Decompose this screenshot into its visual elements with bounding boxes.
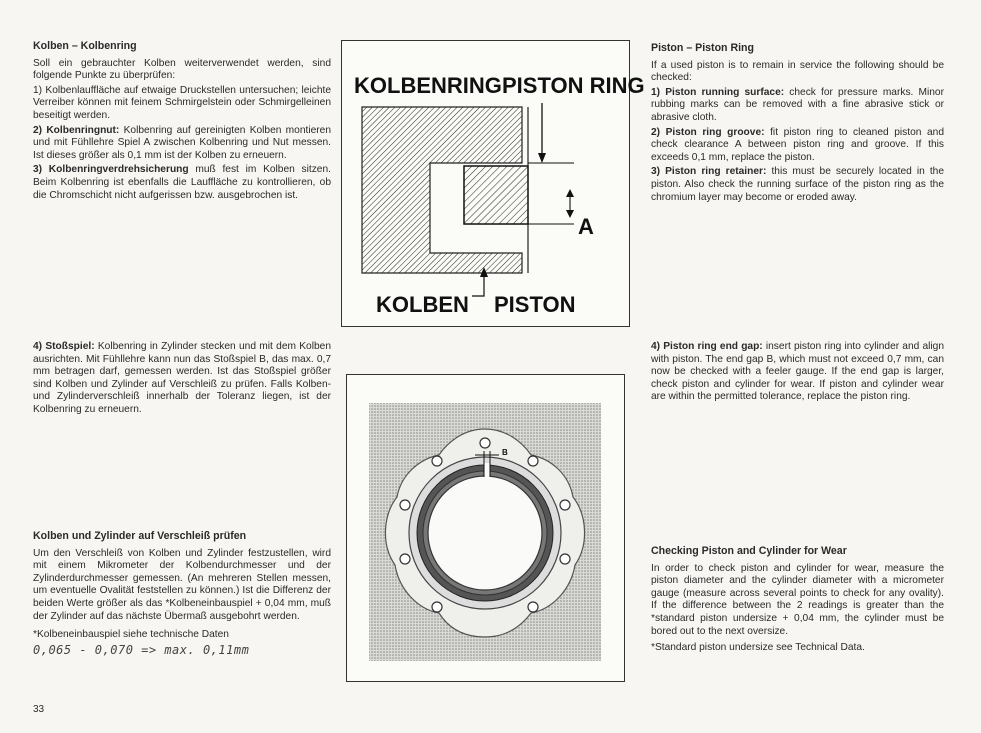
piston-ring-section (464, 166, 528, 224)
left-section-piston-ring (33, 40, 331, 204)
label-piston: PISTON (494, 292, 576, 317)
footnote: *Kolbeneinbauspiel siehe technische Daten (33, 629, 229, 641)
paragraph: 1) Kolbenlauffläche auf etwaige Druckstellen untersuchen; leichte Verreiber können mit feinem Schmirgelstein oder Schmirgelleinen beseitigt werden. (33, 84, 331, 121)
bolt-hole (560, 554, 570, 564)
item-label: 3) Kolbenringverdrehsicherung (33, 164, 189, 176)
label-b: B (502, 448, 508, 457)
bolt-hole (400, 554, 410, 564)
bolt-hole (528, 602, 538, 612)
item-text: muß fest im Kolben sitzen. Beim Kolbenring ist ebenfalls die Lauffläche zu kontrollieren, ob die Chromschicht nicht aufgerissen bzw. ausgebrochen ist. (33, 164, 331, 201)
ring-end-gap-figure (346, 374, 625, 682)
item-label: 1) Piston running surface: (651, 86, 785, 98)
paragraph (651, 166, 944, 204)
bolt-hole (432, 602, 442, 612)
bore-interior (428, 476, 542, 590)
item-text: insert piston ring into cylinder and align with piston. The end gap B, which must not exceed 0,7 mm, can now be checked with a feeler gauge. If the end gap is larger, check piston and cylinder for wear. If piston and cylinder wear are within the permitted tolerance, replace the piston ring. (651, 341, 944, 403)
bolt-hole (560, 500, 570, 510)
item-text: Kolbenring auf gereinigten Kolben montieren und mit Fühllehre Spiel A zwischen Kolbenring und Nut messen. Ist dieses größer als 0,1 mm ist der Kolben zu erneuern. (33, 124, 331, 161)
handwritten-note: 0,065 - 0,070 => max. 0,11mm (33, 642, 250, 657)
label-kolbenring: KOLBENRING (354, 73, 502, 98)
item-label: 4) Piston ring end gap: (651, 341, 763, 352)
heading: Checking Piston and Cylinder for Wear (651, 545, 847, 557)
ring-end-gap (484, 463, 490, 477)
item-text: fit piston ring to cleaned piston and check clearance A between piston ring and groove. If this exceeds 0,1 mm, replace the piston. (651, 126, 944, 163)
piston-ring-diagram (341, 40, 645, 327)
heading: Kolben und Zylinder auf Verschleiß prüfen (33, 530, 247, 542)
right-section-wear-check (651, 545, 944, 657)
right-section-end-gap (651, 341, 944, 406)
right-section-piston-ring (651, 42, 944, 206)
item-label: 2) Kolbenringnut: (33, 124, 120, 136)
item-label: 2) Piston ring groove: (651, 126, 765, 138)
paragraph (651, 87, 944, 125)
label-kolben: KOLBEN (376, 292, 469, 317)
bolt-hole (432, 456, 442, 466)
paragraph: Um den Verschleiß von Kolben und Zylinder festzustellen, wird mit einem Mikrometer der Kolbendurchmesser und der Zylinderdurchmesser gemessen. (An mehreren Stellen messen, um eventuelle Ovalität feststellen zu können.) Ist die Differenz der beiden Werte größer als das *Kolbeneinbauspiel + 0,04 mm, muß der Zylinder auf das nächste Übermaß ausgebohrt werden. (33, 547, 331, 622)
item-label: 4) Stoßspiel: (33, 341, 95, 352)
paragraph (33, 125, 331, 163)
paragraph: Soll ein gebrauchter Kolben weiterverwendet werden, sind folgende Punkte zu überprüfen: (33, 57, 331, 82)
piston-ring-diagram-svg (342, 41, 645, 326)
item-text: Kolbenring in Zylinder stecken und mit dem Kolben ausrichten. Mit Fühllehre kann nun das Stoßspiel B, das max. 0,7 mm betragen darf, gemessen werden. Ist das Stoßspiel größer sind Kolben und Zylinder auf Verschleiß zu prüfen. Falls Kolben- und Zylinderverschleiß innerhalb der Toleranz liegen, ist der Kolbenring zu erneuern. (33, 341, 331, 415)
paragraph (651, 341, 944, 404)
footnote: *Standard piston undersize see Technical Data. (651, 642, 865, 654)
bolt-hole (528, 456, 538, 466)
item-text: check for pressure marks. Minor rubbing marks can be removed with a fine abrasive stick or abrasive cloth. (651, 86, 944, 123)
label-a: A (578, 214, 594, 239)
paragraph (651, 127, 944, 165)
left-section-end-gap (33, 341, 331, 419)
ring-pointer-arrowhead (538, 153, 546, 163)
ring-end-gap-figure-svg (347, 375, 624, 681)
clearance-arrow-up (566, 189, 574, 197)
paragraph: In order to check piston and cylinder for wear, measure the piston diameter and the cylinder diameter with a micrometer gauge (measure across several points to check for any ovality). If the difference between the 2 readings is greater than the *standard piston undersize + 0,04 mm, the cylinder must be bored out to the next oversize. (651, 562, 944, 637)
paragraph: If a used piston is to remain in service the following should be checked: (651, 59, 944, 84)
item-text: this must be securely located in the piston. Also check the running surface of the piston ring as the chromium layer may become or eroded away. (651, 166, 944, 203)
clearance-arrow-down (566, 210, 574, 218)
left-section-wear-check (33, 530, 331, 658)
paragraph (33, 164, 331, 202)
paragraph (33, 341, 331, 417)
label-piston-ring: PISTON RING (502, 73, 645, 98)
heading: Kolben – Kolbenring (33, 40, 137, 52)
page-number: 33 (33, 704, 45, 715)
heading: Piston – Piston Ring (651, 42, 754, 54)
bolt-hole (400, 500, 410, 510)
item-label: 3) Piston ring retainer: (651, 166, 767, 178)
bolt-hole (480, 438, 490, 448)
